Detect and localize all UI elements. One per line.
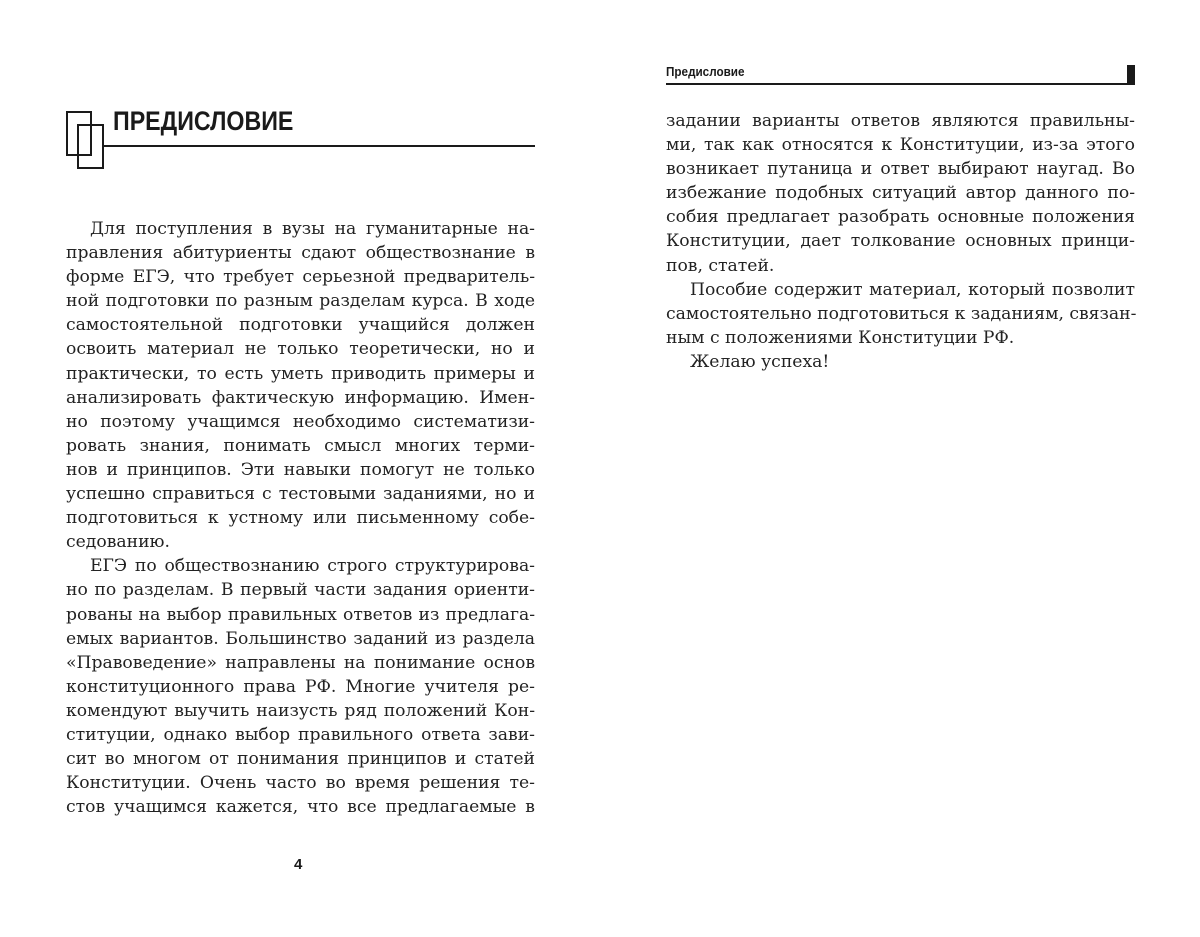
text-line: анализировать фактическую информацию. Имен- <box>66 387 535 408</box>
text-line: успешно справиться с тестовыми заданиями, но и <box>66 484 535 505</box>
text-line: подготовиться к устному или письменному собе- <box>66 508 535 529</box>
text-line: ми, так как относятся к Конституции, из-за этого <box>666 135 1135 156</box>
chapter-title-rule <box>104 145 535 147</box>
text-line: Конституции, дает толкование основных принци- <box>666 231 1135 252</box>
text-line: ЕГЭ по обществознанию строго структурирова- <box>90 556 535 577</box>
running-head: Предисловие <box>666 64 745 79</box>
text-line: задании варианты ответов являются правильны- <box>666 111 1135 131</box>
text-line: освоить материал не только теоретически, но и <box>66 339 535 360</box>
text-line: седованию. <box>66 532 170 553</box>
text-line: ной подготовки по разным разделам курса. В ходе <box>66 291 535 312</box>
overlapping-squares-icon <box>66 111 106 171</box>
right-page-body <box>666 109 1135 374</box>
text-line: избежание подобных ситуаций автор данного по- <box>666 183 1135 204</box>
text-line: но поэтому учащимся необходимо систематизи- <box>66 411 535 432</box>
text-line: ным с положениями Конституции РФ. <box>666 327 1015 348</box>
text-line: ровать знания, понимать смысл многих терми- <box>66 435 535 456</box>
text-line: стов учащимся кажется, что все предлагаемые в <box>66 797 535 818</box>
running-head-block-marker <box>1127 65 1135 85</box>
text-line: Желаю успеха! <box>690 351 830 372</box>
text-line: Конституции. Очень часто во время решения те- <box>66 773 535 794</box>
text-line: форме ЕГЭ, что требует серьезной предваритель- <box>66 267 535 288</box>
right-page <box>600 0 1200 937</box>
page-number: 4 <box>294 856 303 873</box>
text-line: пов, статей. <box>666 255 775 276</box>
text-line: комендуют выучить наизусть ряд положений Кон- <box>66 700 535 721</box>
text-line: «Правоведение» направлены на понимание основ <box>66 652 535 673</box>
text-line: Для поступления в вузы на гуманитарные на- <box>90 219 535 239</box>
text-line: сит во многом от понимания принципов и статей <box>66 749 535 770</box>
text-line: конституционного права РФ. Многие учителя ре- <box>66 676 535 697</box>
running-head-rule <box>666 83 1132 85</box>
text-line: ституции, однако выбор правильного ответа зави- <box>66 724 535 745</box>
text-line: емых вариантов. Большинство заданий из раздела <box>66 628 535 649</box>
text-line: нов и принципов. Эти навыки помогут не только <box>66 459 535 480</box>
chapter-title: ПРЕДИСЛОВИЕ <box>113 106 294 136</box>
text-line: практически, то есть уметь приводить примеры и <box>66 363 535 384</box>
text-line: возникает путаница и ответ выбирают наугад. Во <box>666 159 1135 180</box>
text-line: рованы на выбор правильных ответов из предлага- <box>66 604 535 625</box>
text-line: правления абитуриенты сдают обществознание в <box>66 243 535 264</box>
text-line: но по разделам. В первый части задания ориенти- <box>66 580 535 601</box>
text-line: Пособие содержит материал, который позволит <box>690 279 1135 300</box>
text-line: самостоятельной подготовки учащийся должен <box>66 315 535 336</box>
text-line: собия предлагает разобрать основные положения <box>666 207 1135 228</box>
text-line: самостоятельно подготовиться к заданиям, связан- <box>666 303 1137 324</box>
left-page-body <box>66 217 535 819</box>
